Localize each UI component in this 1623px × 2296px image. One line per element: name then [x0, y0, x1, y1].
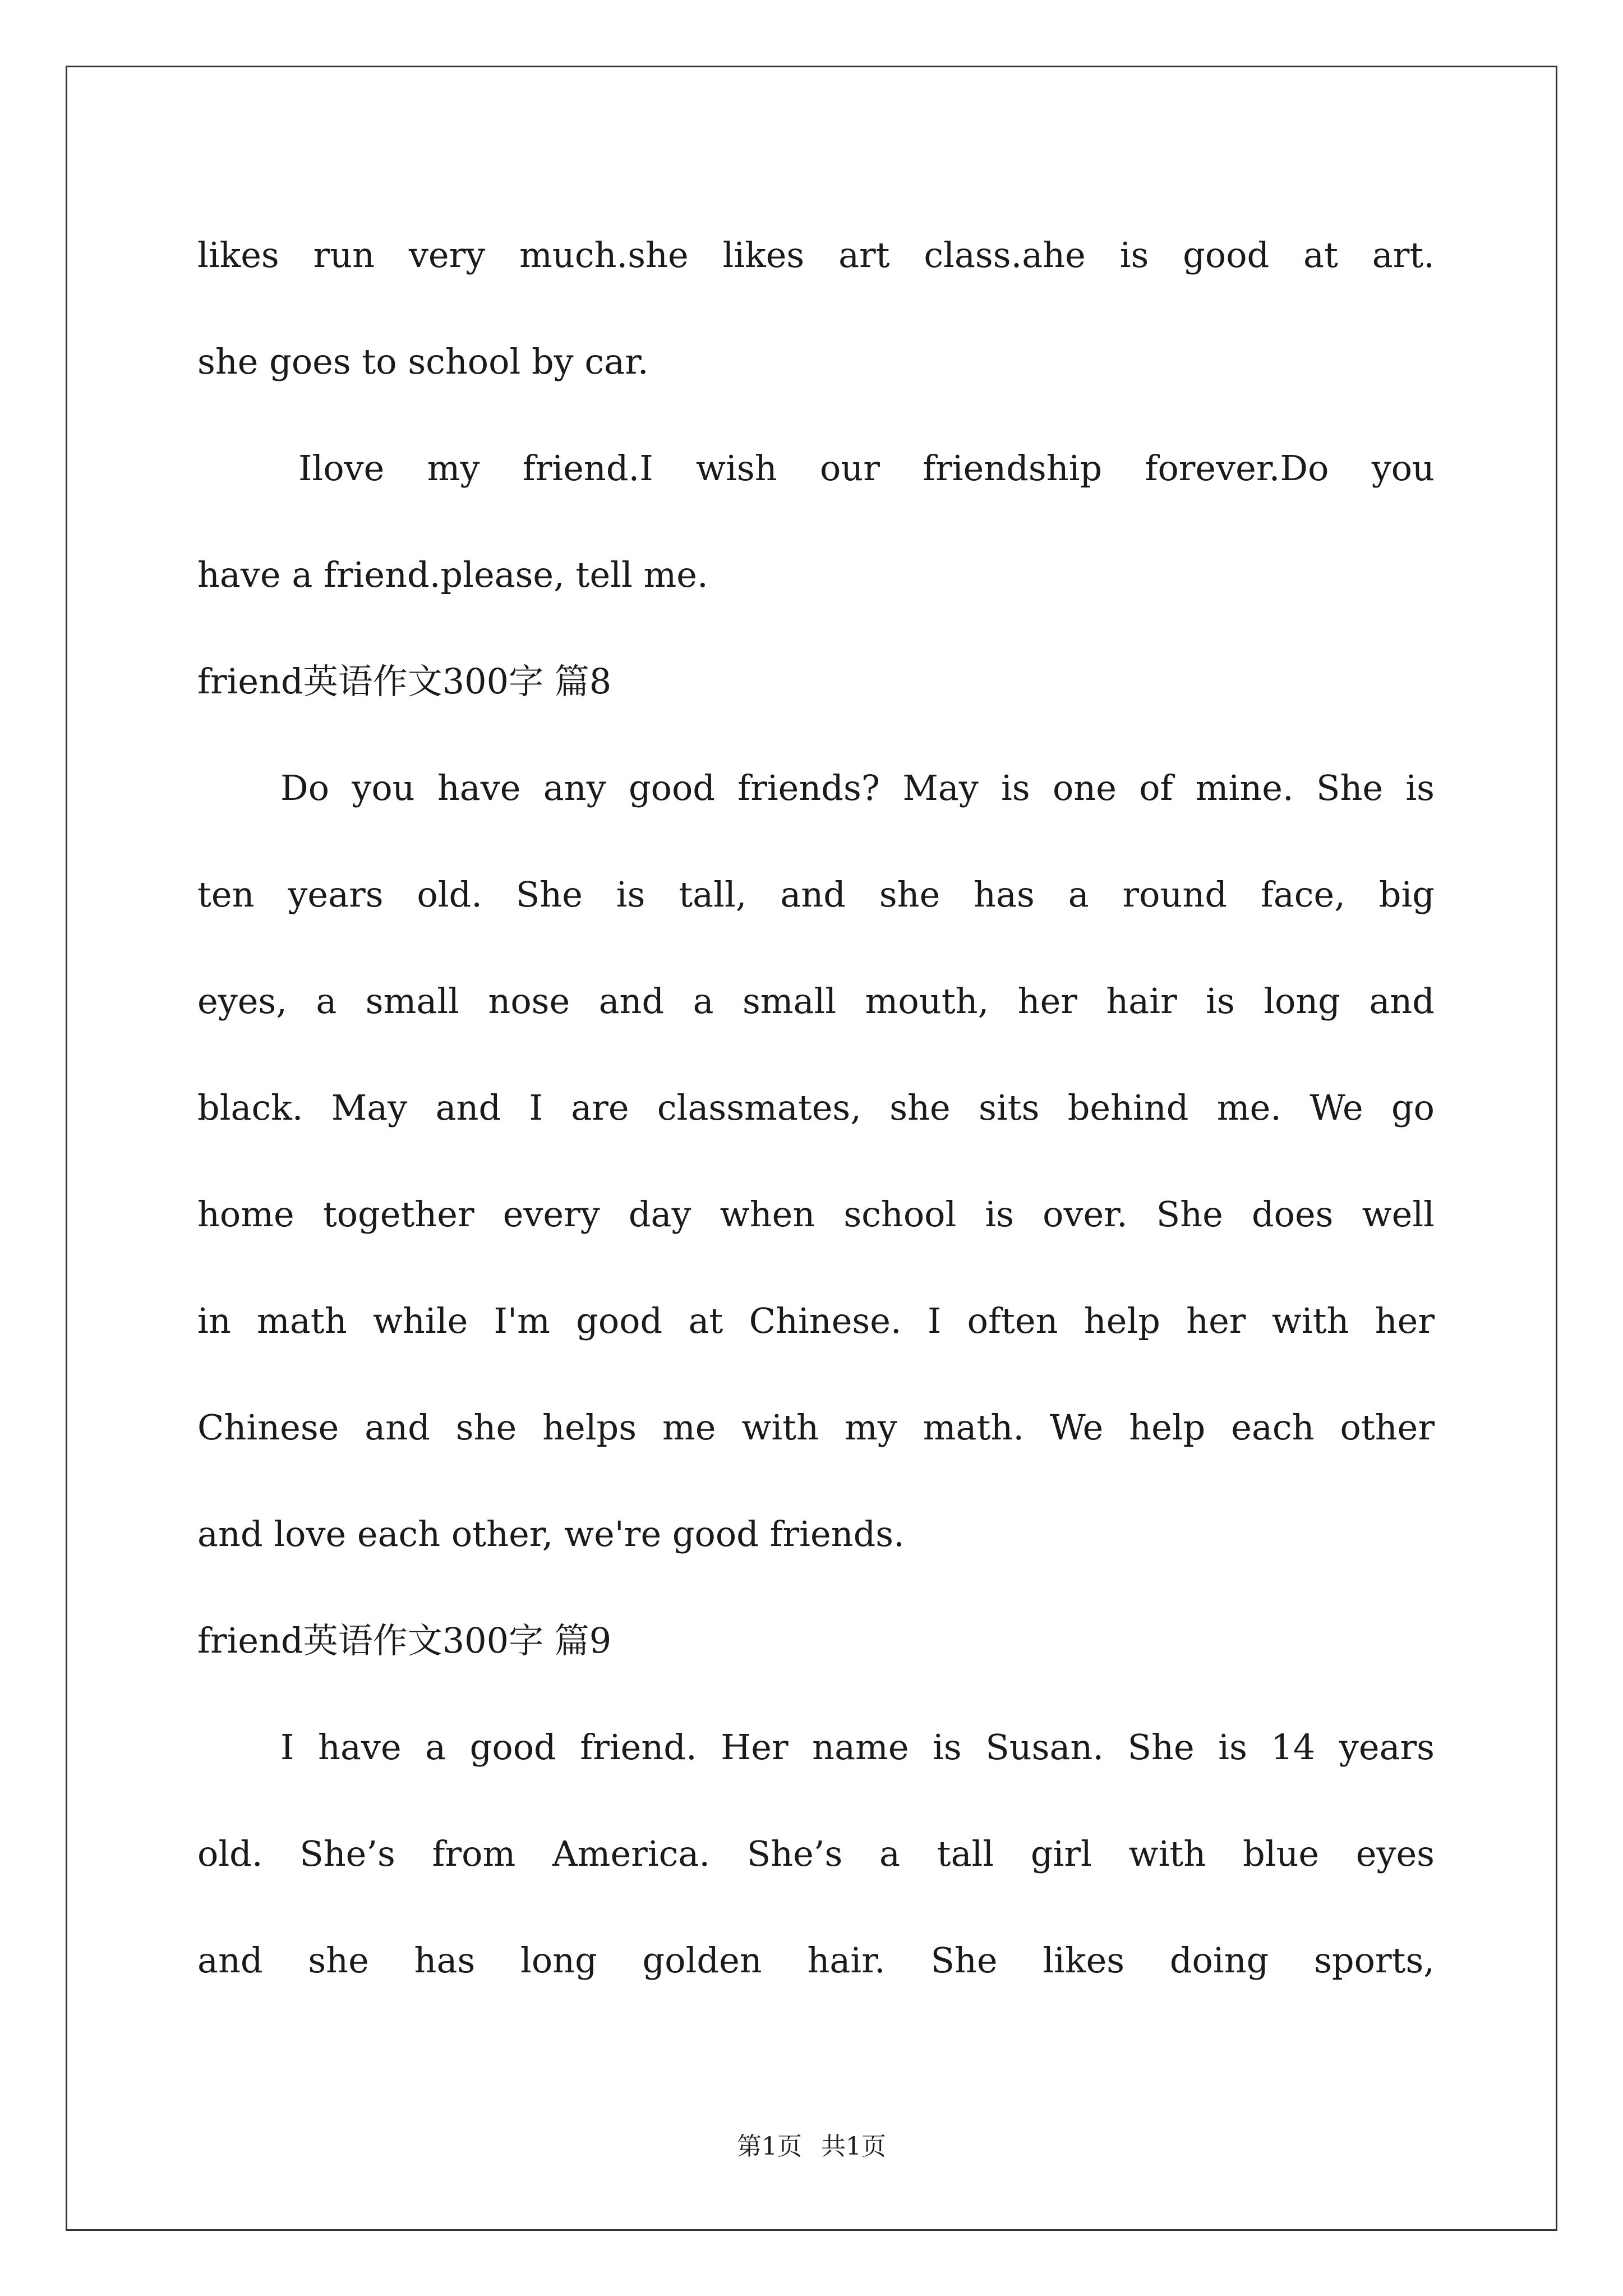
text-line: ten years old. She is tall, and she has a round face, big: [197, 874, 1435, 915]
page-footer: 第1页 共1页: [737, 2132, 886, 2161]
document-body: [197, 213, 1435, 2025]
text-line: likes run very much.she likes art class.ahe is good at art.: [197, 234, 1435, 275]
text-line: Chinese and she helps me with my math. We help each other: [197, 1407, 1435, 1448]
text-line: black. May and I are classmates, she sits behind me. We go: [197, 1087, 1435, 1128]
text-line: Ilove my friend.I wish our friendship forever.Do you: [298, 448, 1435, 489]
section-heading: friend英语作文300字 篇9: [197, 1620, 612, 1661]
text-line: Do you have any good friends? May is one of mine. She is: [280, 767, 1435, 808]
text-line: old. She’s from America. She’s a tall girl with blue eyes: [197, 1833, 1435, 1874]
text-line: have a friend.please, tell me.: [197, 554, 708, 595]
text-line: she goes to school by car.: [197, 341, 649, 382]
text-line: and love each other, we're good friends.: [197, 1513, 905, 1554]
text-line: I have a good friend. Her name is Susan. She is 14 years: [280, 1727, 1435, 1768]
section-heading: friend英语作文300字 篇8: [197, 661, 612, 702]
text-line: home together every day when school is over. She does well: [197, 1194, 1435, 1235]
text-line: in math while I'm good at Chinese. I often help her with her: [197, 1300, 1435, 1341]
text-line: and she has long golden hair. She likes doing sports,: [197, 1940, 1435, 1981]
text-line: eyes, a small nose and a small mouth, her hair is long and: [197, 981, 1435, 1022]
